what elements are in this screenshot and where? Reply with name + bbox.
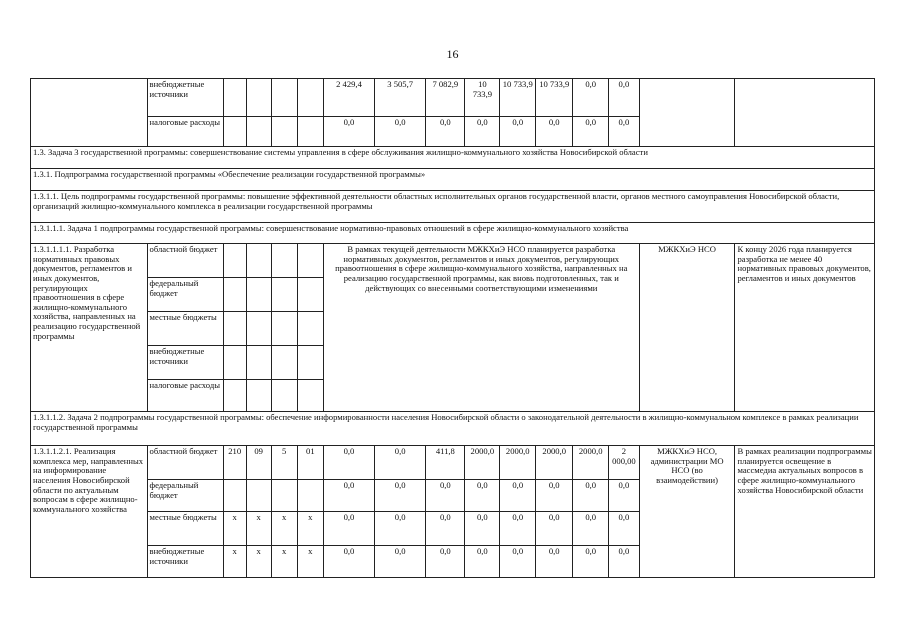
code-cell: x [297, 512, 323, 546]
value-cell: 2000,0 [500, 446, 536, 480]
section-header: 1.3. Задача 3 государственной программы: совершенствование системы управления в сфере обслуживания жилищно-коммунального хозяйства Новосибирской области [31, 147, 875, 169]
value-cell: 0,0 [500, 546, 536, 578]
value-cell: 0,0 [609, 512, 639, 546]
program-table [30, 78, 875, 578]
value-cell: 2 000,00 [609, 446, 639, 480]
code-cell: x [271, 512, 297, 546]
value-cell: 0,0 [500, 512, 536, 546]
value-cell: 0,0 [323, 117, 374, 147]
section-header-row [31, 191, 875, 223]
value-cell: 0,0 [323, 546, 374, 578]
value-cell: 0,0 [375, 546, 426, 578]
value-cell: 0,0 [500, 480, 536, 512]
table-row [31, 79, 875, 117]
section-header: 1.3.1.1.1. Задача 1 подпрограммы государственной программы: совершенствование нормативно-правовых отношений в сфере жилищно-коммунального хозяйства [31, 223, 875, 244]
value-cell: 2 429,4 [323, 79, 374, 117]
code-cell: x [246, 512, 271, 546]
code-cell: x [223, 512, 246, 546]
code-cell [271, 480, 297, 512]
section-header-row [31, 169, 875, 191]
value-cell: 0,0 [500, 117, 536, 147]
value-cell: 0,0 [465, 117, 500, 147]
value-cell: 2000,0 [573, 446, 609, 480]
value-cell: 0,0 [609, 546, 639, 578]
value-cell: 0,0 [465, 480, 500, 512]
value-cell: 0,0 [323, 480, 374, 512]
value-cell: 0,0 [573, 512, 609, 546]
executor-cell: МЖКХиЭ НСО, администрации МО НСО (во взаимодействии) [639, 446, 735, 578]
section-header-row [31, 147, 875, 169]
section-header: 1.3.1.1. Цель подпрограммы государственной программы: повышение эффективной деятельности областных исполнительных органов государственной власти, органов местного самоуправления Новосибирской области, организаций жилищно-коммунального комплекса в реализации государственной программы [31, 191, 875, 223]
value-cell: 411,8 [426, 446, 465, 480]
source-cell: федеральный бюджет [147, 480, 223, 512]
source-cell: внебюджетные источники [147, 346, 223, 380]
value-cell: 0,0 [573, 480, 609, 512]
value-cell: 0,0 [536, 512, 573, 546]
measure-name: 1.3.1.1.2.1. Реализация комплекса мер, направленных на информирование населения Новосибирской области по актуальным вопросам в сфере жилищно-коммунального хозяйства [31, 446, 148, 578]
value-cell: 0,0 [465, 546, 500, 578]
measure-name: 1.3.1.1.1.1. Разработка нормативных правовых документов, регламентов и иных документов, регулирующих правоотношения в сфере жилищно-коммунального хозяйства, направленных на реализацию государственной программы [31, 244, 148, 412]
source-cell: внебюджетные источники [147, 546, 223, 578]
result-cell: В рамках реализации подпрограммы планируется освещение в массмедиа актуальных вопросов в сфере жилищно-коммунального хозяйства Новосибирской области [735, 446, 875, 578]
executor-cell: МЖКХиЭ НСО [639, 244, 735, 412]
value-cell: 2000,0 [465, 446, 500, 480]
value-cell: 0,0 [536, 480, 573, 512]
section-header-row [31, 412, 875, 446]
measure-description: В рамках текущей деятельности МЖКХиЭ НСО планируется разработка нормативных документов, регламентов и иных документов, регулирующих правоотношения в сфере жилищно-коммунального хозяйства, направленных на реализацию государственной программы, как вновь подготовленных, так и действующих со внесенными соответствующими изменениями [323, 244, 639, 412]
value-cell: 3 505,7 [375, 79, 426, 117]
value-cell: 0,0 [323, 446, 374, 480]
source-cell: внебюджетные источники [147, 79, 223, 117]
value-cell: 7 082,9 [426, 79, 465, 117]
value-cell: 0,0 [573, 117, 609, 147]
value-cell: 10 733,9 [500, 79, 536, 117]
value-cell: 0,0 [573, 546, 609, 578]
code-cell [223, 480, 246, 512]
value-cell: 0,0 [426, 512, 465, 546]
value-cell: 10 733,9 [536, 79, 573, 117]
source-cell: федеральный бюджет [147, 278, 223, 312]
source-cell: налоговые расходы [147, 380, 223, 412]
value-cell: 0,0 [375, 480, 426, 512]
value-cell: 0,0 [375, 446, 426, 480]
value-cell: 0,0 [536, 546, 573, 578]
code-cell: x [297, 546, 323, 578]
code-cell: 5 [271, 446, 297, 480]
value-cell: 2000,0 [536, 446, 573, 480]
empty-name-cell [31, 79, 148, 147]
value-cell: 0,0 [465, 512, 500, 546]
page-number: 16 [446, 47, 459, 61]
code-cell: 210 [223, 446, 246, 480]
section-header: 1.3.1.1.2. Задача 2 подпрограммы государственной программы: обеспечение информированности населения Новосибирской области о законодательной деятельности в жилищно-коммунальном комплексе в рамках реализации государственной программы [31, 412, 875, 446]
source-cell: местные бюджеты [147, 512, 223, 546]
value-cell: 0,0 [323, 512, 374, 546]
source-cell: областной бюджет [147, 244, 223, 278]
value-cell: 0,0 [375, 512, 426, 546]
code-cell [246, 480, 271, 512]
code-cell: x [223, 546, 246, 578]
code-cell: 09 [246, 446, 271, 480]
code-cell: x [246, 546, 271, 578]
code-cell: 01 [297, 446, 323, 480]
value-cell: 0,0 [426, 546, 465, 578]
value-cell: 10 733,9 [465, 79, 500, 117]
value-cell: 0,0 [609, 79, 639, 117]
value-cell: 0,0 [426, 480, 465, 512]
source-cell: налоговые расходы [147, 117, 223, 147]
value-cell: 0,0 [375, 117, 426, 147]
section-header-row [31, 223, 875, 244]
section-header: 1.3.1. Подпрограмма государственной программы «Обеспечение реализации государственной программы» [31, 169, 875, 191]
code-cell [297, 480, 323, 512]
value-cell: 0,0 [536, 117, 573, 147]
result-cell: К концу 2026 года планируется разработка не менее 40 нормативных правовых документов, регламентов и иных документов [735, 244, 875, 412]
value-cell: 0,0 [426, 117, 465, 147]
source-cell: местные бюджеты [147, 312, 223, 346]
value-cell: 0,0 [573, 79, 609, 117]
value-cell: 0,0 [609, 117, 639, 147]
source-cell: областной бюджет [147, 446, 223, 480]
table-row [31, 446, 875, 480]
table-row [31, 244, 875, 278]
value-cell: 0,0 [609, 480, 639, 512]
code-cell: x [271, 546, 297, 578]
